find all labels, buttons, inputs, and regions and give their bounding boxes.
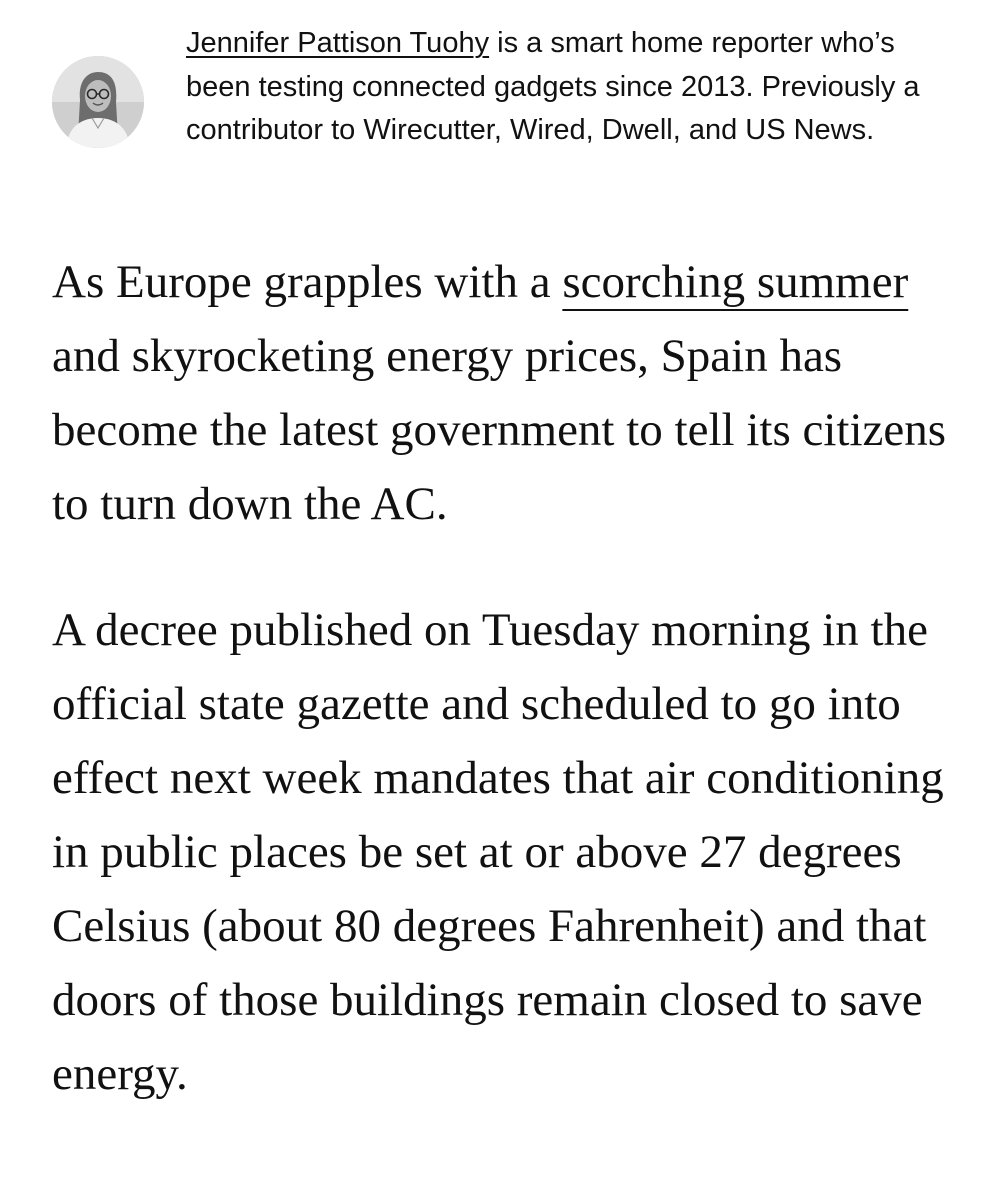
scorching-summer-link[interactable]: scorching summer: [562, 256, 909, 308]
article-body: [52, 245, 952, 1163]
author-bio: [52, 22, 952, 153]
paragraph-1-rest: and skyrocketing energy prices, Spain has become the latest government to tell its citizens to turn down the AC.: [52, 330, 947, 530]
paragraph-1-intro: As Europe grapples with a: [52, 256, 563, 308]
author-bio-text: [186, 22, 946, 153]
article-paragraph-2: A decree published on Tuesday morning in the official state gazette and scheduled to go into effect next week mandates that air conditioning in public places be set at or above 27 degrees Celsius (about 80 degrees Fahrenheit) and that doors of those buildings remain closed to save energy.: [52, 604, 944, 1100]
author-bio-description: is a smart home reporter who’s been testing connected gadgets since 2013. Previously a contributor to Wirecutter, Wired, Dwell, and US News.: [186, 27, 920, 146]
author-name-link[interactable]: Jennifer Pattison Tuohy: [186, 27, 490, 59]
avatar[interactable]: [52, 56, 144, 148]
author-photo-icon: [52, 56, 144, 148]
article-paragraph-1: [52, 245, 952, 541]
